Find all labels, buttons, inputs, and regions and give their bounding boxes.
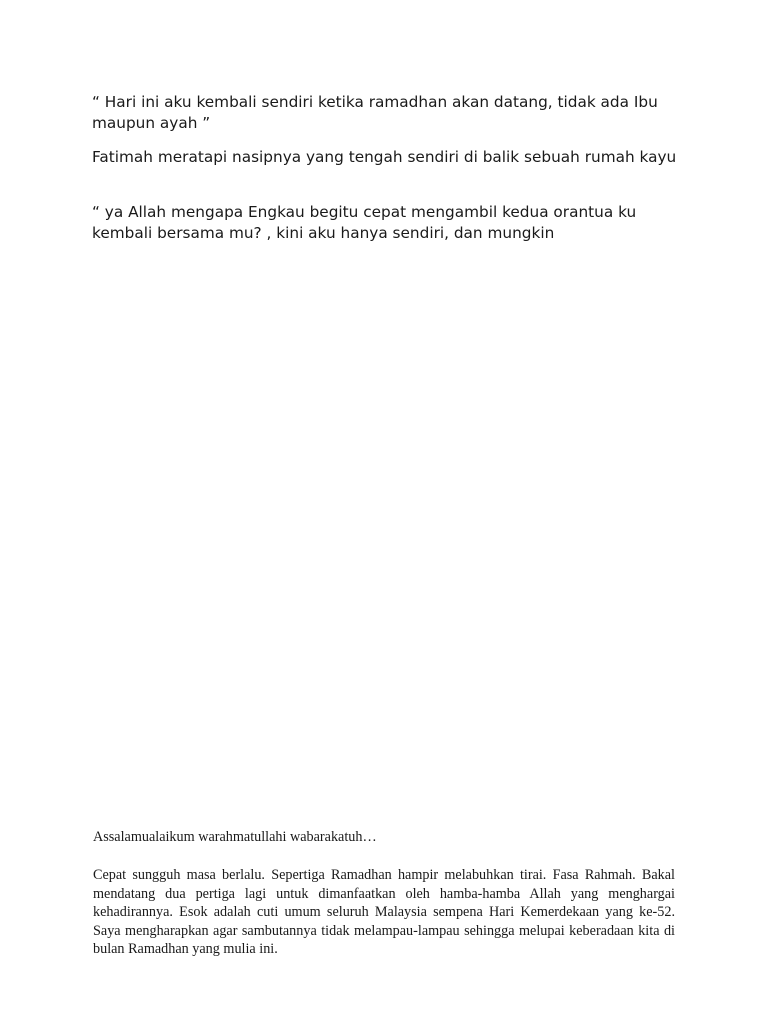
story-paragraph-quote-opening: “ Hari ini aku kembali sendiri ketika ramadhan akan datang, tidak ada Ibu maupun ayah ”	[92, 93, 663, 132]
story-paragraph-narration: Fatimah meratapi nasipnya yang tengah sendiri di balik sebuah rumah kayu	[92, 148, 677, 166]
greeting-line: Assalamualaikum warahmatullahi wabarakatuh…	[93, 829, 377, 845]
story-paragraph-quote-prayer: “ ya Allah mengapa Engkau begitu cepat mengambil kedua orantua ku kembali bersama mu? , kini aku hanya sendiri, dan mungkin	[92, 203, 642, 242]
body-paragraph: Cepat sungguh masa berlalu. Sepertiga Ramadhan hampir melabuhkan tirai. Fasa Rahmah. Bakal mendatang dua pertiga lagi untuk dimanfaatkan oleh hamba-hamba Allah yang menghargai kehadirannya. Esok adalah cuti umum seluruh Malaysia sempena Hari Kemerdekaan yang ke-52. Saya mengharapkan agar sambutannya tidak melampau-lampau sehingga melupai keberadaan kita di bulan Ramadhan yang mulia ini.	[93, 867, 675, 958]
